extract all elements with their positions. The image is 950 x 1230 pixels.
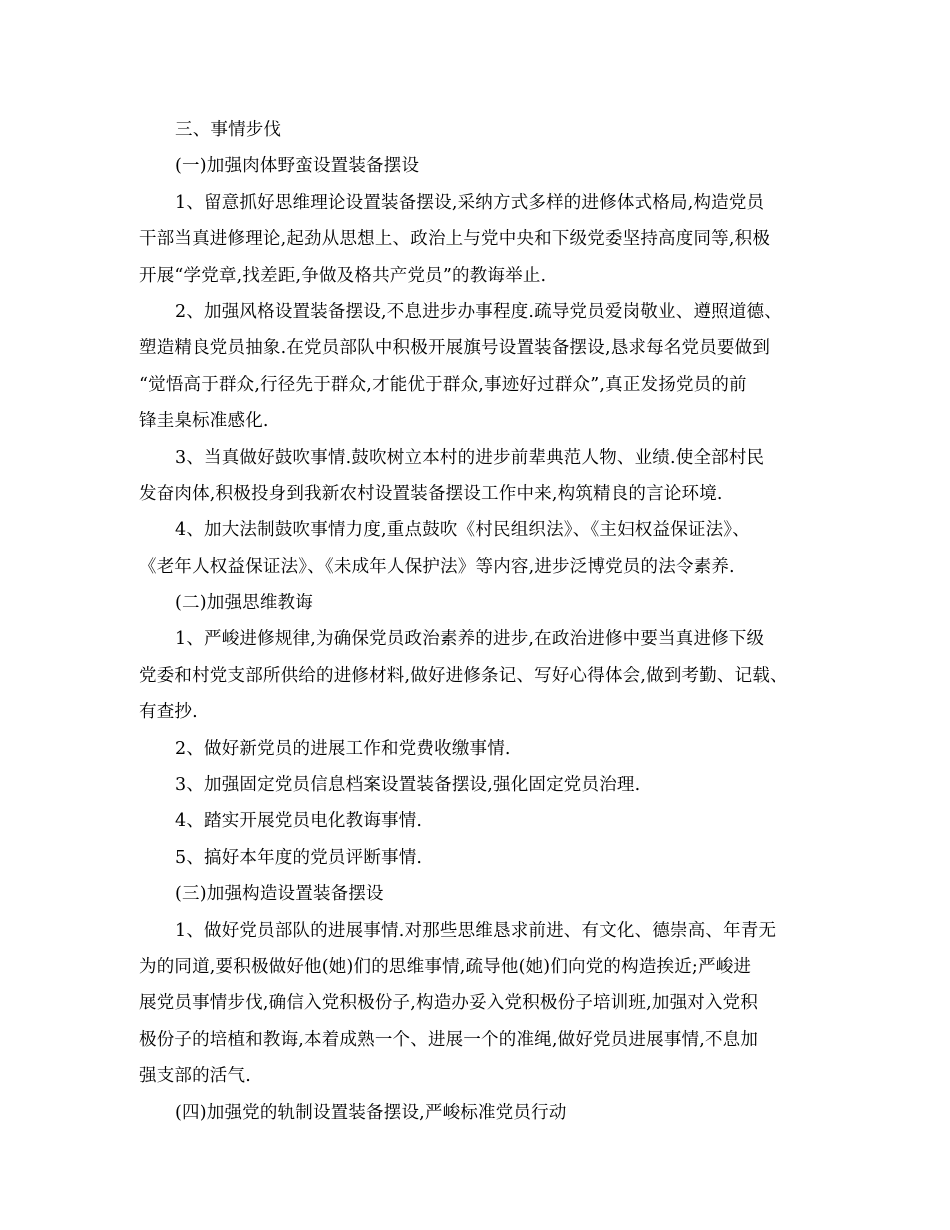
text-line: (二)加强思维教诲 bbox=[175, 593, 313, 614]
text-line: 3、加强固定党员信息档案设置装备摆设,强化固定党员治理. bbox=[175, 775, 641, 796]
text-line: (三)加强构造设置装备摆设 bbox=[175, 884, 384, 905]
text-line: (一)加强肉体野蛮设置装备摆设 bbox=[175, 156, 420, 177]
text-line: 三、事情步伐 bbox=[175, 120, 282, 140]
document-body bbox=[139, 112, 819, 1131]
text-line: 4、踏实开展党员电化教诲事情. bbox=[175, 811, 423, 832]
text-line: 1、做好党员部队的进展事情.对那些思维恳求前进、有文化、德崇高、年青无 bbox=[175, 920, 777, 941]
text-line: 3、当真做好鼓吹事情.鼓吹树立本村的进步前辈典范人物、业绩.使全部村民 bbox=[175, 447, 765, 468]
text-line: (四)加强党的轨制设置装备摆设,严峻标准党员行动 bbox=[175, 1102, 567, 1123]
text-line: 有查抄. bbox=[139, 702, 198, 723]
text-line: 党委和村党支部所供给的进修材料,做好进修条记、写好心得体会,做到考勤、记载、 bbox=[139, 665, 788, 686]
text-line: 1、严峻进修规律,为确保党员政治素养的进步,在政治进修中要当真进修下级 bbox=[175, 629, 765, 650]
text-line: 干部当真进修理论,起劲从思想上、政治上与党中央和下级党委坚持高度同等,积极 bbox=[139, 229, 771, 250]
text-line: 5、搞好本年度的党员评断事情. bbox=[175, 847, 423, 868]
text-line: 4、加大法制鼓吹事情力度,重点鼓吹《村民组织法》、《主妇权益保证法》、 bbox=[175, 520, 750, 541]
text-line: 开展“学党章,找差距,争做及格共产党员”的教诲举止. bbox=[139, 265, 547, 286]
text-line: 《老年人权益保证法》、《未成年人保护法》等内容,进步泛博党员的法令素养. bbox=[139, 556, 735, 577]
text-line: 强支部的活气. bbox=[139, 1066, 251, 1087]
text-line: 2、加强风格设置装备摆设,不息进步办事程度.疏导党员爱岗敬业、遵照道德、 bbox=[175, 301, 782, 322]
text-line: 展党员事情步伐,确信入党积极份子,构造办妥入党积极份子培训班,加强对入党积 bbox=[139, 993, 759, 1014]
text-line: “觉悟高于群众,行径先于群众,才能优于群众,事迹好过群众”,真正发扬党员的前 bbox=[139, 374, 747, 395]
text-line: 锋圭臬标准感化. bbox=[139, 411, 269, 432]
text-line: 1、留意抓好思维理论设置装备摆设,采纳方式多样的进修体式格局,构造党员 bbox=[175, 192, 765, 213]
text-line: 为的同道,要积极做好他(她)们的思维事情,疏导他(她)们向党的构造挨近;严峻进 bbox=[139, 956, 752, 977]
text-line: 塑造精良党员抽象.在党员部队中积极开展旗号设置装备摆设,恳求每名党员要做到 bbox=[139, 338, 771, 359]
text-line: 2、做好新党员的进展工作和党费收缴事情. bbox=[175, 738, 511, 759]
text-line: 极份子的培植和教诲,本着成熟一个、进展一个的准绳,做好党员进展事情,不息加 bbox=[139, 1029, 759, 1050]
text-line: 发奋肉体,积极投身到我新农村设置装备摆设工作中来,构筑精良的言论环境. bbox=[139, 483, 723, 504]
